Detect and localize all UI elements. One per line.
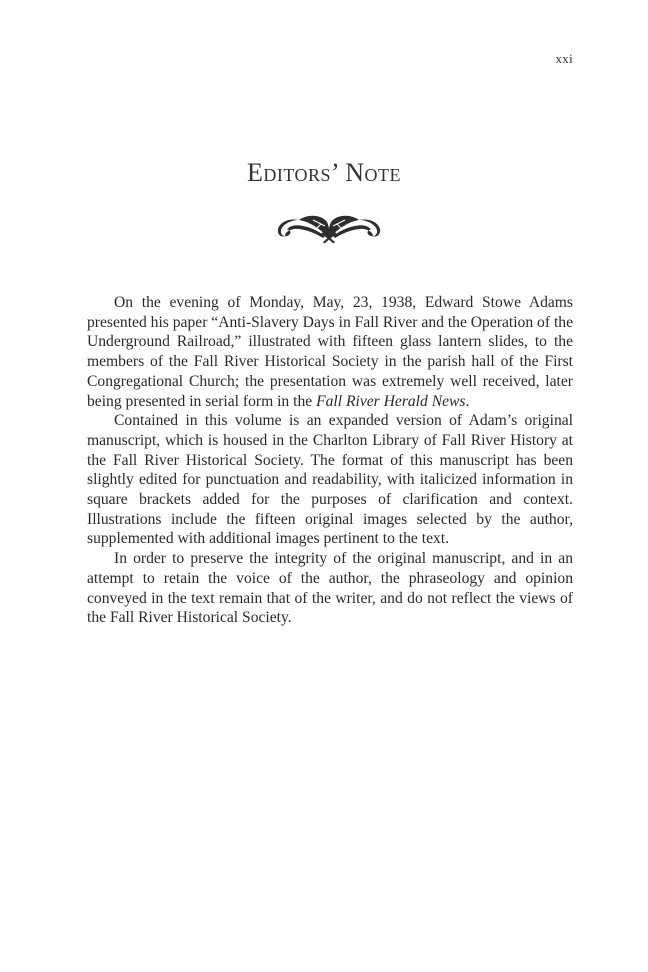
paragraph-3: In order to preserve the integrity of the original manuscript, and in an attempt to retain the voice of the author, the phraseology and opinion conveyed in the text remain that of the writer, and do not reflect the views of the Fall River Historical Society. <box>87 550 573 627</box>
paragraph-1-end: . <box>465 392 470 410</box>
paragraph-1-text: On the evening of Monday, May, 23, 1938, Edward Stowe Adams presented his paper “Anti-Slavery Days in Fall River and the Operation of the Underground Railroad,” illustrated with fifteen glass lantern slides, to the members of the Fall River Historical Society in the parish hall of the First Congregational Church; the presentation was extremely well received, later being presented in serial form in the <box>87 294 573 410</box>
floral-ornament-icon <box>277 208 381 244</box>
paragraph-2: Contained in this volume is an expanded version of Adam’s original manuscript, which is housed in the Charlton Library of Fall River History at the Fall River Historical Society. The format of this manuscript has been slightly edited for punctuation and readability, with italicized information in square brackets added for the purposes of clarification and context. Illustrations include the fifteen original images selected by the author, supplemented with additional images pertinent to the text. <box>87 412 573 548</box>
newspaper-title: Fall River Herald News <box>316 392 466 410</box>
page-title: Editors’ Note <box>246 158 402 187</box>
editors-note-body <box>87 293 573 628</box>
page-number: xxi <box>555 51 573 66</box>
leaf-scroll-icon <box>277 208 381 244</box>
paragraph-1 <box>87 293 573 411</box>
